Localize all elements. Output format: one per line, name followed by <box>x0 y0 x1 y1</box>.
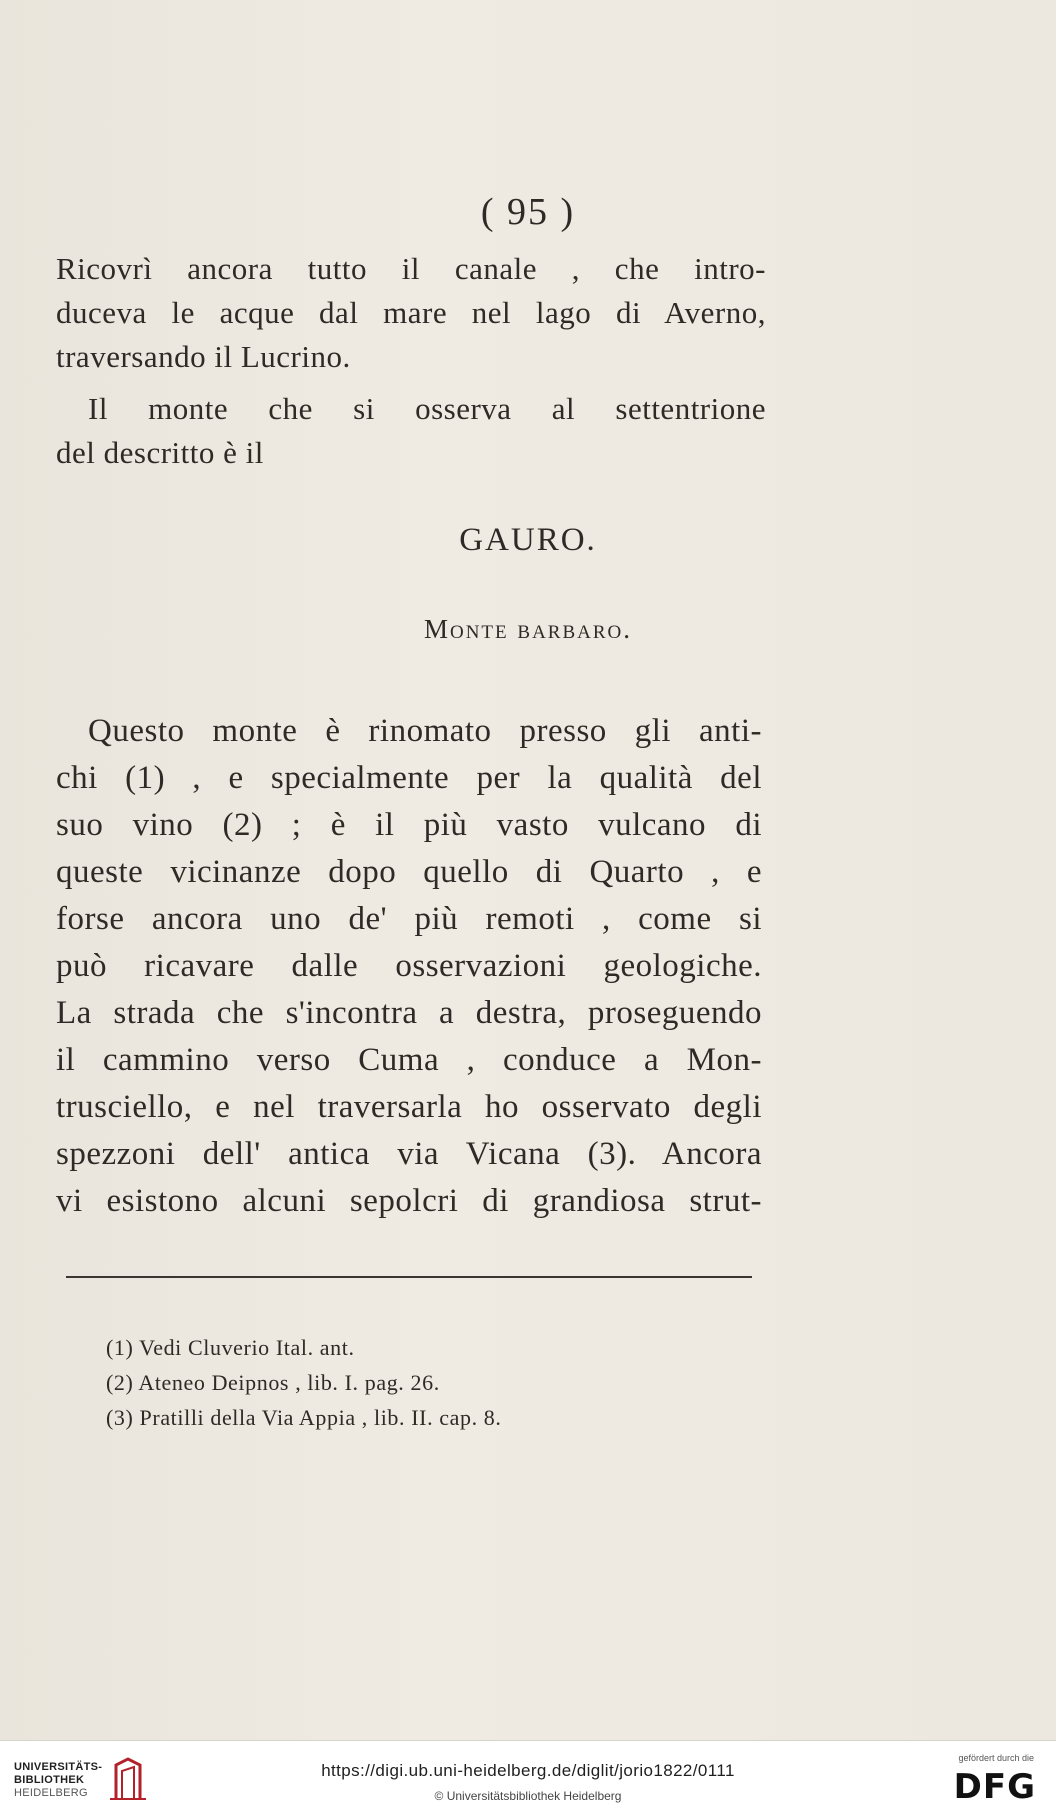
text-line: del descritto è il <box>56 435 264 470</box>
text-line: traversando il Lucrino. <box>56 339 351 374</box>
text-line: Il monte che si osserva al settentrione <box>88 391 766 426</box>
text-line: queste vicinanze dopo quello di Quarto , e <box>56 854 762 890</box>
copyright-notice: © Universitätsbibliothek Heidelberg <box>434 1789 622 1803</box>
text-line: Ricovrì ancora tutto il canale , che intro- <box>56 251 766 286</box>
text-line: forse ancora uno de' più remoti , come si <box>56 901 762 937</box>
logo-line: HEIDELBERG <box>14 1787 88 1799</box>
logo-line: BIBLIOTHEK <box>14 1774 85 1786</box>
section-heading: GAURO. <box>459 522 597 558</box>
section-subheading: Monte barbaro. <box>423 614 633 644</box>
dfg-label: gefördert durch die <box>958 1753 1034 1763</box>
footnote: (2) Ateneo Deipnos , lib. I. pag. 26. <box>106 1370 440 1395</box>
footnote-divider <box>66 1276 752 1278</box>
page-number: ( 95 ) <box>480 191 576 233</box>
text-line: duceva le acque dal mare nel lago di Averno, <box>56 295 766 330</box>
text-line: chi (1) , e specialmente per la qualità del <box>56 760 762 796</box>
paragraph-2 <box>56 387 766 475</box>
text-line: suo vino (2) ; è il più vasto vulcano di <box>56 807 762 843</box>
footnotes <box>106 1330 502 1435</box>
text-line: può ricavare dalle osservazioni geologiche. <box>56 948 762 984</box>
text-line: vi esistono alcuni sepolcri di grandiosa strut- <box>56 1183 762 1219</box>
logo-line: UNIVERSITÄTS- <box>14 1761 103 1773</box>
text-line: spezzoni dell' antica via Vicana (3). Ancora <box>56 1136 762 1172</box>
paragraph-1 <box>56 247 766 379</box>
text-line: Questo monte è rinomato presso gli anti- <box>88 713 762 749</box>
permalink-url[interactable]: https://digi.ub.uni-heidelberg.de/diglit/jorio1822/0111 <box>321 1761 735 1780</box>
paragraph-3 <box>56 708 762 1225</box>
text-line: il cammino verso Cuma , conduce a Mon- <box>56 1042 762 1078</box>
footnote: (3) Pratilli della Via Appia , lib. II. cap. 8. <box>106 1405 502 1430</box>
text-line: trusciello, e nel traversarla ho osservato degli <box>56 1089 762 1125</box>
viewer-footer <box>0 1740 1056 1817</box>
text-line: La strada che s'incontra a destra, proseguendo <box>56 995 762 1031</box>
footnote: (1) Vedi Cluverio Ital. ant. <box>106 1335 355 1360</box>
dfg-logo[interactable]: DFG <box>953 1767 1036 1807</box>
